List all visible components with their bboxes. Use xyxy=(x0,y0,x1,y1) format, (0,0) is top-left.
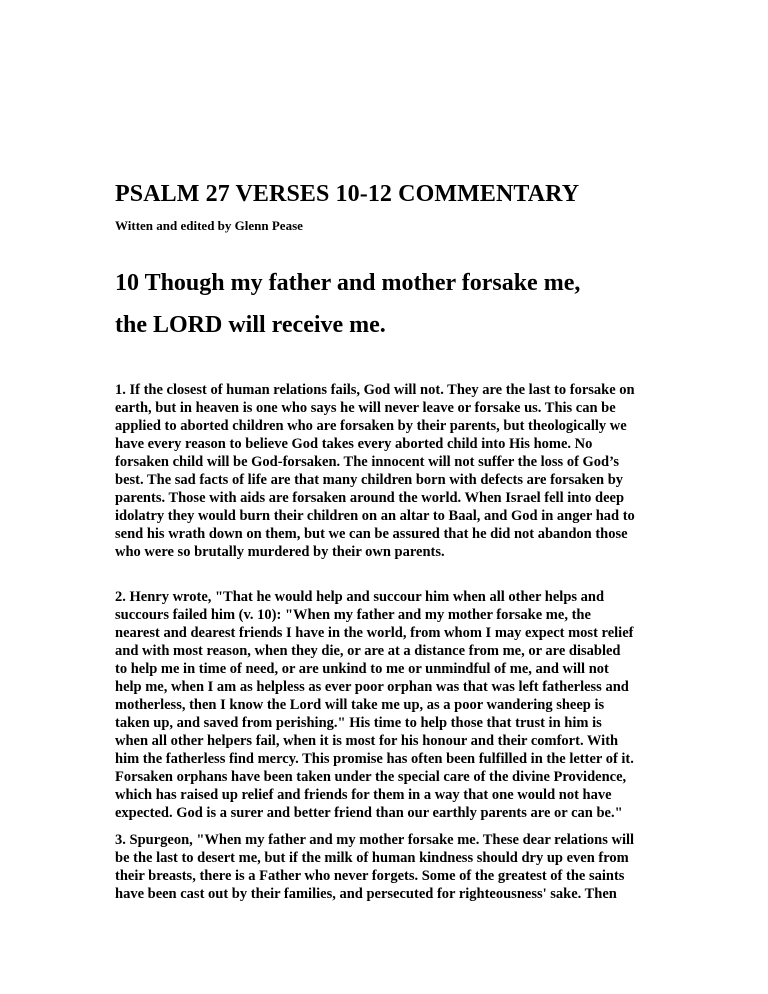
paragraph-line: him the fatherless find mercy. This promise has often been fulfilled in the letter of it. xyxy=(115,751,634,767)
paragraph-line: to help me in time of need, or are unkind to me or unmindful of me, and will not xyxy=(115,661,609,677)
document-title: PSALM 27 VERSES 10-12 COMMENTARY xyxy=(115,181,580,207)
verse-heading xyxy=(115,262,580,346)
paragraph-line: forsaken child will be God-forsaken. The innocent will not suffer the loss of God’s xyxy=(115,454,620,470)
paragraph-line: which has raised up relief and friends for them in a way that one would not have xyxy=(115,787,612,803)
paragraph-line: be the last to desert me, but if the milk of human kindness should dry up even from xyxy=(115,850,629,866)
paragraph-line: when all other helpers fail, when it is most for his honour and their comfort. With xyxy=(115,733,619,749)
paragraph-line: 1. If the closest of human relations fails, God will not. They are the last to forsake on xyxy=(115,382,635,398)
paragraph-line: 3. Spurgeon, "When my father and my mother forsake me. These dear relations will xyxy=(115,832,635,848)
paragraph-line: Forsaken orphans have been taken under the special care of the divine Providence, xyxy=(115,769,627,785)
paragraph-line: who were so brutally murdered by their own parents. xyxy=(115,544,445,560)
paragraph-line: have every reason to believe God takes every aborted child into His home. No xyxy=(115,436,593,452)
paragraph-line: help me, when I am as helpless as ever poor orphan was that was left fatherless and xyxy=(115,679,629,695)
paragraph-line: their breasts, there is a Father who never forgets. Some of the greatest of the saints xyxy=(115,868,625,884)
paragraph-line: nearest and dearest friends I have in the world, from whom I may expect most relief xyxy=(115,625,634,641)
paragraph-line: and with most reason, when they die, or are at a distance from me, or are disabled xyxy=(115,643,621,659)
paragraph-line: earth, but in heaven is one who says he will never leave or forsake us. This can be xyxy=(115,400,616,416)
verse-heading-line: the LORD will receive me. xyxy=(115,312,386,338)
commentary-paragraph-3 xyxy=(115,831,634,903)
paragraph-line: send his wrath down on them, but we can be assured that he did not abandon those xyxy=(115,526,628,542)
paragraph-line: parents. Those with aids are forsaken around the world. When Israel fell into deep xyxy=(115,490,625,506)
verse-heading-line: 10 Though my father and mother forsake me, xyxy=(115,270,581,296)
paragraph-line: expected. God is a surer and better friend than our earthly parents are or can be." xyxy=(115,805,623,821)
paragraph-line: taken up, and saved from perishing." His time to help those that trust in him is xyxy=(115,715,602,731)
paragraph-line: applied to aborted children who are forsaken by their parents, but theologically we xyxy=(115,418,627,434)
paragraph-line: succours failed him (v. 10): "When my father and my mother forsake me, the xyxy=(115,607,591,623)
paragraph-line: have been cast out by their families, and persecuted for righteousness' sake. Then xyxy=(115,886,617,902)
document-subtitle: Witten and edited by Glenn Pease xyxy=(115,218,303,233)
paragraph-line: 2. Henry wrote, "That he would help and succour him when all other helps and xyxy=(115,589,605,605)
paragraph-line: best. The sad facts of life are that many children born with defects are forsaken by xyxy=(115,472,624,488)
paragraph-line: idolatry they would burn their children on an altar to Baal, and God in anger had to xyxy=(115,508,635,524)
commentary-paragraph-1 xyxy=(115,381,635,561)
commentary-paragraph-2 xyxy=(115,588,634,822)
paragraph-line: motherless, then I know the Lord will take me up, as a poor wandering sheep is xyxy=(115,697,605,713)
